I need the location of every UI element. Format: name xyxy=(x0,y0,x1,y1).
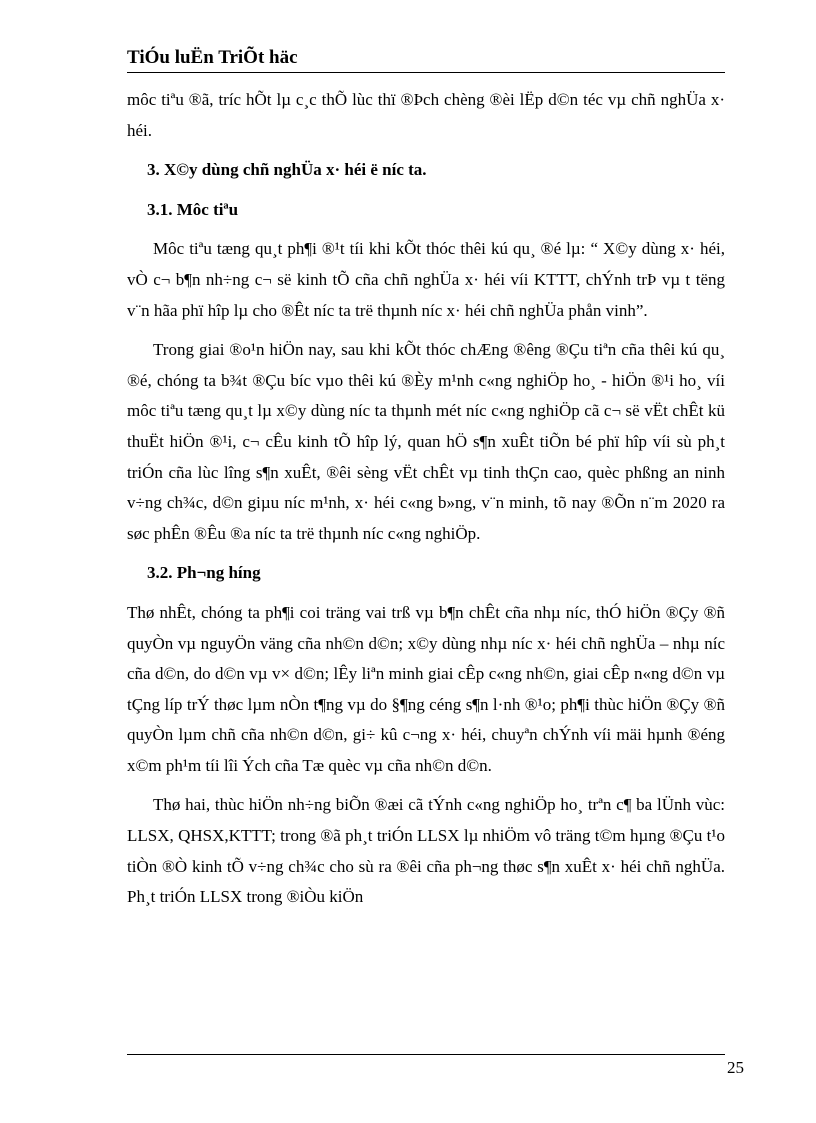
page-number: 25 xyxy=(727,1058,744,1077)
paragraph: Thø nhÊt, chóng ta ph¶i coi träng vai trß vµ b¶n chÊt cña nhµ níc, thÓ hiÖn ®Çy ®ñ quyÒn vµ nguyÖn väng cña nh©n d©n; x©y dùng nhµ níc x· héi chñ nghÜa – nhµ níc cña d©n, do d©n vµ v× d©n; lÊy liªn minh giai cÊp c«ng nh©n, giai cÊp n«ng d©n vµ tÇng líp trÝ thøc lµm nÒn t¶ng vµ do §¶ng céng s¶n l·nh ®¹o; ph¶i thùc hiÖn ®Çy ®ñ quyÒn lµm chñ cña nh©n d©n, gi÷ kû c¬ng x· héi, chuyªn chÝnh víi mäi hµnh ®éng x©m ph¹m tíi lîi Ých cña Tæ quèc vµ cña nh©n d©n. xyxy=(127,602,725,775)
paragraph: Thø hai, thùc hiÖn nh÷ng biÕn ®æi cã tÝnh c«ng nghiÖp ho¸ trªn c¶ ba lÜnh vùc: LLSX, QHSX,KTTT; trong ®ã ph¸t triÓn LLSX lµ nhiÖm vô träng t©m hµng ®Çu t¹o tiÒn ®Ò kinh tÕ v÷ng ch¾c cho sù ra ®êi cña ph¬ng thøc s¶n xuÊt x· héi chñ nghÜa. Ph¸t triÓn LLSX trong ®iÒu kiÖn xyxy=(127,795,725,907)
footer-rule xyxy=(127,1054,725,1055)
paragraph: Môc tiªu tæng qu¸t ph¶i ®¹t tíi khi kÕt thóc thêi kú qu¸ ®é lµ: “ X©y dùng x· héi, vÒ c¬ b¶n nh÷ng c¬ së kinh tÕ cña chñ nghÜa x· héi víi KTTT, chÝnh trÞ vµ t tëng v¨n hãa phï hîp lµ cho ®Êt níc ta trë thµnh níc x· héi chñ nghÜa phån vinh”. xyxy=(127,239,725,320)
header-rule xyxy=(127,72,725,73)
paragraph: môc tiªu ®ã, tríc hÕt lµ c¸c thÕ lùc thï ®Þch chèng ®èi lËp d©n téc vµ chñ nghÜa x· héi. xyxy=(127,90,725,140)
page-header xyxy=(127,44,725,72)
section-heading: 3. X©y dùng chñ nghÜa x· héi ë níc ta. xyxy=(147,160,427,180)
paragraph: Trong giai ®o¹n hiÖn nay, sau khi kÕt thóc chÆng ®êng ®Çu tiªn cña thêi kú qu¸ ®é, chóng ta b¾t ®Çu bíc vµo thêi kú ®Èy m¹nh c«ng nghiÖp ho¸ - hiÖn ®¹i ho¸ víi môc tiªu tæng qu¸t lµ x©y dùng níc ta thµnh mét níc c«ng nghiÖp cã c¬ së vËt chÊt kü thuËt hiÖn ®¹i, c¬ cÊu kinh tÕ hîp lý, quan hÖ s¶n xuÊt tiÕn bé phï hîp víi sù ph¸t triÓn cña lùc lîng s¶n xuÊt, ®êi sèng vËt chÊt vµ tinh thÇn cao, quèc phßng an ninh v÷ng ch¾c, d©n giµu níc m¹nh, x· héi c«ng b»ng, v¨n minh, tõ nay ®Õn n¨m 2020 ra søc phÊn ®Êu ®a níc ta trë thµnh níc c«ng nghiÖp. xyxy=(127,340,725,543)
page-body xyxy=(127,85,725,922)
header-title: TiÓu luËn TriÕt häc xyxy=(127,47,298,68)
subsection-heading: 3.1. Môc tiªu xyxy=(147,199,239,219)
subsection-heading: 3.2. Ph¬ng híng xyxy=(147,563,261,583)
